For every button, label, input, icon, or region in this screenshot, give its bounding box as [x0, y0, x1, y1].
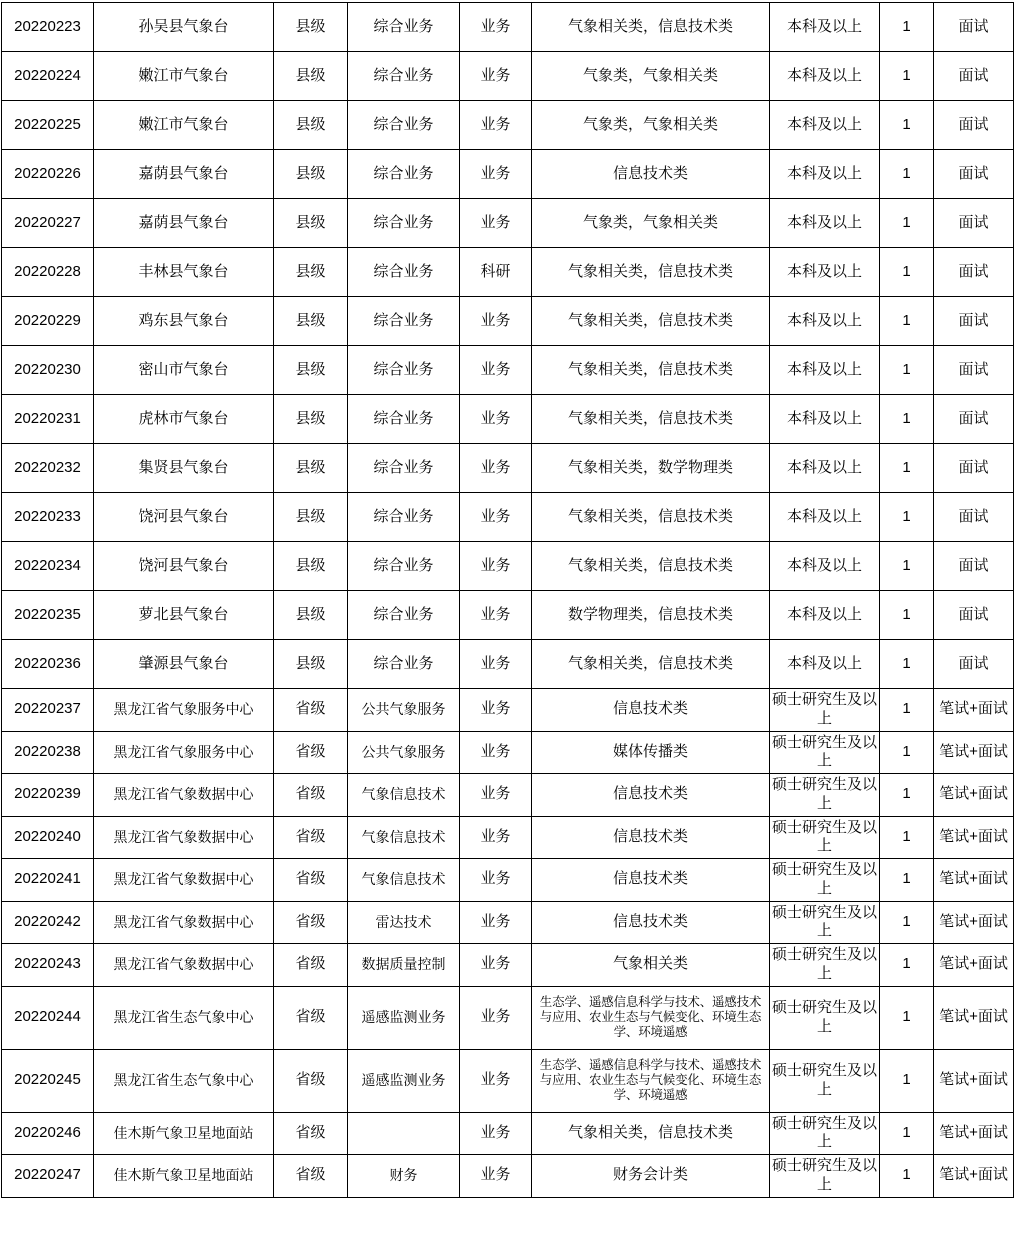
cell-major: 信息技术类	[532, 859, 770, 902]
cell-exam-method: 笔试+面试	[934, 1112, 1014, 1155]
cell-exam-method: 面试	[934, 640, 1014, 689]
cell-unit: 虎林市气象台	[94, 395, 274, 444]
cell-major: 媒体传播类	[532, 731, 770, 774]
cell-post: 综合业务	[348, 640, 460, 689]
cell-count: 1	[880, 1049, 934, 1112]
cell-unit: 佳木斯气象卫星地面站	[94, 1112, 274, 1155]
cell-job-code: 20220239	[2, 774, 94, 817]
table-row	[2, 816, 1014, 859]
cell-level: 县级	[274, 395, 348, 444]
cell-exam-method: 面试	[934, 297, 1014, 346]
cell-unit: 饶河县气象台	[94, 542, 274, 591]
table-row	[2, 774, 1014, 817]
cell-post: 综合业务	[348, 395, 460, 444]
cell-level: 省级	[274, 816, 348, 859]
cell-count: 1	[880, 689, 934, 732]
cell-major: 气象相关类	[532, 944, 770, 987]
cell-type: 业务	[460, 3, 532, 52]
cell-degree: 本科及以上	[770, 444, 880, 493]
cell-type: 业务	[460, 731, 532, 774]
table-row	[2, 101, 1014, 150]
cell-post: 综合业务	[348, 493, 460, 542]
cell-exam-method: 笔试+面试	[934, 986, 1014, 1049]
cell-major: 生态学、遥感信息科学与技术、遥感技术与应用、农业生态与气候变化、环境生态学、环境遥感	[532, 986, 770, 1049]
cell-degree: 本科及以上	[770, 346, 880, 395]
cell-job-code: 20220245	[2, 1049, 94, 1112]
cell-post: 遥感监测业务	[348, 1049, 460, 1112]
cell-type: 业务	[460, 1155, 532, 1198]
cell-degree: 硕士研究生及以上	[770, 1049, 880, 1112]
cell-degree: 硕士研究生及以上	[770, 1112, 880, 1155]
cell-unit: 萝北县气象台	[94, 591, 274, 640]
cell-job-code: 20220232	[2, 444, 94, 493]
cell-level: 省级	[274, 731, 348, 774]
cell-job-code: 20220246	[2, 1112, 94, 1155]
table-row	[2, 3, 1014, 52]
cell-post: 气象信息技术	[348, 774, 460, 817]
cell-degree: 硕士研究生及以上	[770, 859, 880, 902]
cell-unit: 肇源县气象台	[94, 640, 274, 689]
cell-type: 业务	[460, 542, 532, 591]
cell-degree: 本科及以上	[770, 493, 880, 542]
cell-exam-method: 笔试+面试	[934, 689, 1014, 732]
cell-post: 综合业务	[348, 150, 460, 199]
cell-degree: 硕士研究生及以上	[770, 901, 880, 944]
cell-level: 县级	[274, 52, 348, 101]
cell-count: 1	[880, 816, 934, 859]
cell-major: 气象类，气象相关类	[532, 199, 770, 248]
table-row	[2, 1049, 1014, 1112]
cell-unit: 黑龙江省气象数据中心	[94, 944, 274, 987]
cell-exam-method: 面试	[934, 395, 1014, 444]
cell-degree: 本科及以上	[770, 542, 880, 591]
cell-job-code: 20220237	[2, 689, 94, 732]
cell-unit: 嘉荫县气象台	[94, 199, 274, 248]
cell-level: 省级	[274, 1049, 348, 1112]
cell-post: 气象信息技术	[348, 859, 460, 902]
cell-level: 县级	[274, 346, 348, 395]
cell-exam-method: 面试	[934, 591, 1014, 640]
cell-job-code: 20220229	[2, 297, 94, 346]
cell-type: 业务	[460, 816, 532, 859]
cell-level: 县级	[274, 542, 348, 591]
table-row	[2, 542, 1014, 591]
cell-exam-method: 面试	[934, 52, 1014, 101]
cell-count: 1	[880, 297, 934, 346]
cell-exam-method: 面试	[934, 493, 1014, 542]
recruitment-table-sheet	[0, 2, 1014, 1198]
cell-job-code: 20220242	[2, 901, 94, 944]
table-row	[2, 986, 1014, 1049]
cell-post: 综合业务	[348, 101, 460, 150]
cell-job-code: 20220225	[2, 101, 94, 150]
cell-exam-method: 笔试+面试	[934, 901, 1014, 944]
cell-post: 综合业务	[348, 297, 460, 346]
cell-major: 气象相关类，信息技术类	[532, 346, 770, 395]
cell-post: 雷达技术	[348, 901, 460, 944]
cell-type: 业务	[460, 150, 532, 199]
cell-unit: 嫩江市气象台	[94, 52, 274, 101]
cell-count: 1	[880, 346, 934, 395]
cell-unit: 鸡东县气象台	[94, 297, 274, 346]
cell-level: 省级	[274, 986, 348, 1049]
cell-degree: 硕士研究生及以上	[770, 774, 880, 817]
cell-level: 县级	[274, 493, 348, 542]
cell-degree: 硕士研究生及以上	[770, 731, 880, 774]
table-row	[2, 248, 1014, 297]
cell-degree: 硕士研究生及以上	[770, 689, 880, 732]
cell-major: 气象相关类，信息技术类	[532, 3, 770, 52]
cell-degree: 本科及以上	[770, 101, 880, 150]
cell-type: 业务	[460, 52, 532, 101]
cell-degree: 本科及以上	[770, 640, 880, 689]
cell-post: 公共气象服务	[348, 689, 460, 732]
cell-count: 1	[880, 395, 934, 444]
cell-count: 1	[880, 444, 934, 493]
cell-count: 1	[880, 1112, 934, 1155]
cell-job-code: 20220247	[2, 1155, 94, 1198]
cell-job-code: 20220244	[2, 986, 94, 1049]
cell-level: 省级	[274, 901, 348, 944]
cell-type: 业务	[460, 901, 532, 944]
cell-count: 1	[880, 901, 934, 944]
cell-unit: 黑龙江省气象服务中心	[94, 689, 274, 732]
cell-degree: 本科及以上	[770, 248, 880, 297]
cell-exam-method: 面试	[934, 101, 1014, 150]
table-row	[2, 689, 1014, 732]
cell-exam-method: 面试	[934, 3, 1014, 52]
cell-count: 1	[880, 1155, 934, 1198]
cell-level: 县级	[274, 297, 348, 346]
cell-type: 业务	[460, 395, 532, 444]
cell-major: 气象相关类，数学物理类	[532, 444, 770, 493]
table-row	[2, 1155, 1014, 1198]
cell-unit: 嫩江市气象台	[94, 101, 274, 150]
cell-unit: 黑龙江省气象数据中心	[94, 816, 274, 859]
cell-type: 科研	[460, 248, 532, 297]
cell-level: 县级	[274, 150, 348, 199]
cell-major: 气象相关类，信息技术类	[532, 1112, 770, 1155]
cell-level: 县级	[274, 248, 348, 297]
table-row	[2, 901, 1014, 944]
cell-post: 遥感监测业务	[348, 986, 460, 1049]
cell-count: 1	[880, 150, 934, 199]
cell-type: 业务	[460, 591, 532, 640]
cell-degree: 本科及以上	[770, 395, 880, 444]
cell-job-code: 20220231	[2, 395, 94, 444]
cell-type: 业务	[460, 640, 532, 689]
cell-type: 业务	[460, 1049, 532, 1112]
cell-count: 1	[880, 493, 934, 542]
cell-unit: 黑龙江省生态气象中心	[94, 986, 274, 1049]
cell-count: 1	[880, 731, 934, 774]
cell-type: 业务	[460, 774, 532, 817]
cell-degree: 本科及以上	[770, 150, 880, 199]
cell-exam-method: 笔试+面试	[934, 859, 1014, 902]
cell-exam-method: 笔试+面试	[934, 731, 1014, 774]
cell-job-code: 20220243	[2, 944, 94, 987]
cell-post: 综合业务	[348, 199, 460, 248]
cell-job-code: 20220238	[2, 731, 94, 774]
cell-count: 1	[880, 248, 934, 297]
cell-major: 气象相关类，信息技术类	[532, 395, 770, 444]
cell-major: 气象类，气象相关类	[532, 101, 770, 150]
table-row	[2, 395, 1014, 444]
table-row	[2, 297, 1014, 346]
cell-post: 气象信息技术	[348, 816, 460, 859]
cell-unit: 密山市气象台	[94, 346, 274, 395]
table-row	[2, 591, 1014, 640]
cell-type: 业务	[460, 444, 532, 493]
table-body	[2, 3, 1014, 1198]
cell-unit: 黑龙江省气象数据中心	[94, 901, 274, 944]
recruitment-table	[1, 2, 1014, 1198]
cell-unit: 黑龙江省气象数据中心	[94, 859, 274, 902]
cell-type: 业务	[460, 944, 532, 987]
cell-unit: 饶河县气象台	[94, 493, 274, 542]
cell-degree: 本科及以上	[770, 3, 880, 52]
cell-count: 1	[880, 3, 934, 52]
cell-major: 信息技术类	[532, 901, 770, 944]
cell-level: 省级	[274, 859, 348, 902]
cell-level: 县级	[274, 640, 348, 689]
cell-major: 气象相关类，信息技术类	[532, 248, 770, 297]
cell-post	[348, 1112, 460, 1155]
table-row	[2, 1112, 1014, 1155]
cell-type: 业务	[460, 1112, 532, 1155]
cell-major: 信息技术类	[532, 816, 770, 859]
cell-major: 气象相关类，信息技术类	[532, 493, 770, 542]
cell-unit: 集贤县气象台	[94, 444, 274, 493]
cell-job-code: 20220241	[2, 859, 94, 902]
cell-exam-method: 笔试+面试	[934, 1155, 1014, 1198]
cell-post: 综合业务	[348, 52, 460, 101]
cell-count: 1	[880, 944, 934, 987]
cell-job-code: 20220240	[2, 816, 94, 859]
cell-exam-method: 面试	[934, 199, 1014, 248]
table-row	[2, 150, 1014, 199]
cell-exam-method: 笔试+面试	[934, 1049, 1014, 1112]
cell-major: 气象类，气象相关类	[532, 52, 770, 101]
cell-type: 业务	[460, 493, 532, 542]
cell-major: 信息技术类	[532, 150, 770, 199]
cell-post: 公共气象服务	[348, 731, 460, 774]
cell-unit: 嘉荫县气象台	[94, 150, 274, 199]
cell-type: 业务	[460, 101, 532, 150]
cell-degree: 硕士研究生及以上	[770, 944, 880, 987]
cell-post: 数据质量控制	[348, 944, 460, 987]
cell-major: 气象相关类，信息技术类	[532, 640, 770, 689]
table-row	[2, 346, 1014, 395]
cell-count: 1	[880, 859, 934, 902]
cell-count: 1	[880, 774, 934, 817]
cell-count: 1	[880, 640, 934, 689]
cell-post: 综合业务	[348, 346, 460, 395]
cell-degree: 本科及以上	[770, 52, 880, 101]
cell-level: 县级	[274, 101, 348, 150]
cell-job-code: 20220227	[2, 199, 94, 248]
cell-exam-method: 面试	[934, 346, 1014, 395]
cell-count: 1	[880, 591, 934, 640]
cell-job-code: 20220236	[2, 640, 94, 689]
cell-degree: 硕士研究生及以上	[770, 986, 880, 1049]
cell-post: 财务	[348, 1155, 460, 1198]
cell-post: 综合业务	[348, 248, 460, 297]
cell-major: 信息技术类	[532, 689, 770, 732]
cell-major: 数学物理类，信息技术类	[532, 591, 770, 640]
cell-exam-method: 面试	[934, 248, 1014, 297]
cell-type: 业务	[460, 859, 532, 902]
cell-degree: 本科及以上	[770, 297, 880, 346]
cell-major: 财务会计类	[532, 1155, 770, 1198]
cell-degree: 本科及以上	[770, 199, 880, 248]
cell-count: 1	[880, 986, 934, 1049]
table-row	[2, 944, 1014, 987]
cell-level: 省级	[274, 689, 348, 732]
cell-level: 县级	[274, 591, 348, 640]
cell-exam-method: 笔试+面试	[934, 774, 1014, 817]
cell-count: 1	[880, 52, 934, 101]
cell-major: 生态学、遥感信息科学与技术、遥感技术与应用、农业生态与气候变化、环境生态学、环境遥感	[532, 1049, 770, 1112]
table-row	[2, 859, 1014, 902]
cell-exam-method: 面试	[934, 150, 1014, 199]
table-row	[2, 199, 1014, 248]
table-row	[2, 640, 1014, 689]
cell-type: 业务	[460, 297, 532, 346]
cell-exam-method: 笔试+面试	[934, 816, 1014, 859]
cell-degree: 本科及以上	[770, 591, 880, 640]
cell-job-code: 20220230	[2, 346, 94, 395]
cell-job-code: 20220223	[2, 3, 94, 52]
cell-count: 1	[880, 542, 934, 591]
table-row	[2, 731, 1014, 774]
cell-type: 业务	[460, 346, 532, 395]
cell-type: 业务	[460, 986, 532, 1049]
cell-job-code: 20220235	[2, 591, 94, 640]
cell-unit: 孙吴县气象台	[94, 3, 274, 52]
cell-exam-method: 面试	[934, 542, 1014, 591]
cell-major: 气象相关类，信息技术类	[532, 542, 770, 591]
cell-level: 省级	[274, 1155, 348, 1198]
cell-type: 业务	[460, 689, 532, 732]
cell-level: 县级	[274, 444, 348, 493]
table-row	[2, 444, 1014, 493]
cell-major: 信息技术类	[532, 774, 770, 817]
cell-count: 1	[880, 199, 934, 248]
cell-unit: 黑龙江省气象服务中心	[94, 731, 274, 774]
cell-level: 省级	[274, 944, 348, 987]
cell-level: 县级	[274, 199, 348, 248]
cell-level: 省级	[274, 774, 348, 817]
cell-job-code: 20220224	[2, 52, 94, 101]
cell-post: 综合业务	[348, 542, 460, 591]
cell-job-code: 20220233	[2, 493, 94, 542]
table-row	[2, 52, 1014, 101]
cell-degree: 硕士研究生及以上	[770, 816, 880, 859]
cell-unit: 黑龙江省生态气象中心	[94, 1049, 274, 1112]
cell-post: 综合业务	[348, 591, 460, 640]
cell-exam-method: 面试	[934, 444, 1014, 493]
cell-unit: 丰林县气象台	[94, 248, 274, 297]
cell-major: 气象相关类，信息技术类	[532, 297, 770, 346]
cell-degree: 硕士研究生及以上	[770, 1155, 880, 1198]
cell-job-code: 20220228	[2, 248, 94, 297]
cell-unit: 黑龙江省气象数据中心	[94, 774, 274, 817]
cell-job-code: 20220226	[2, 150, 94, 199]
table-row	[2, 493, 1014, 542]
cell-level: 省级	[274, 1112, 348, 1155]
cell-type: 业务	[460, 199, 532, 248]
cell-exam-method: 笔试+面试	[934, 944, 1014, 987]
cell-count: 1	[880, 101, 934, 150]
cell-level: 县级	[274, 3, 348, 52]
cell-job-code: 20220234	[2, 542, 94, 591]
cell-unit: 佳木斯气象卫星地面站	[94, 1155, 274, 1198]
cell-post: 综合业务	[348, 3, 460, 52]
cell-post: 综合业务	[348, 444, 460, 493]
